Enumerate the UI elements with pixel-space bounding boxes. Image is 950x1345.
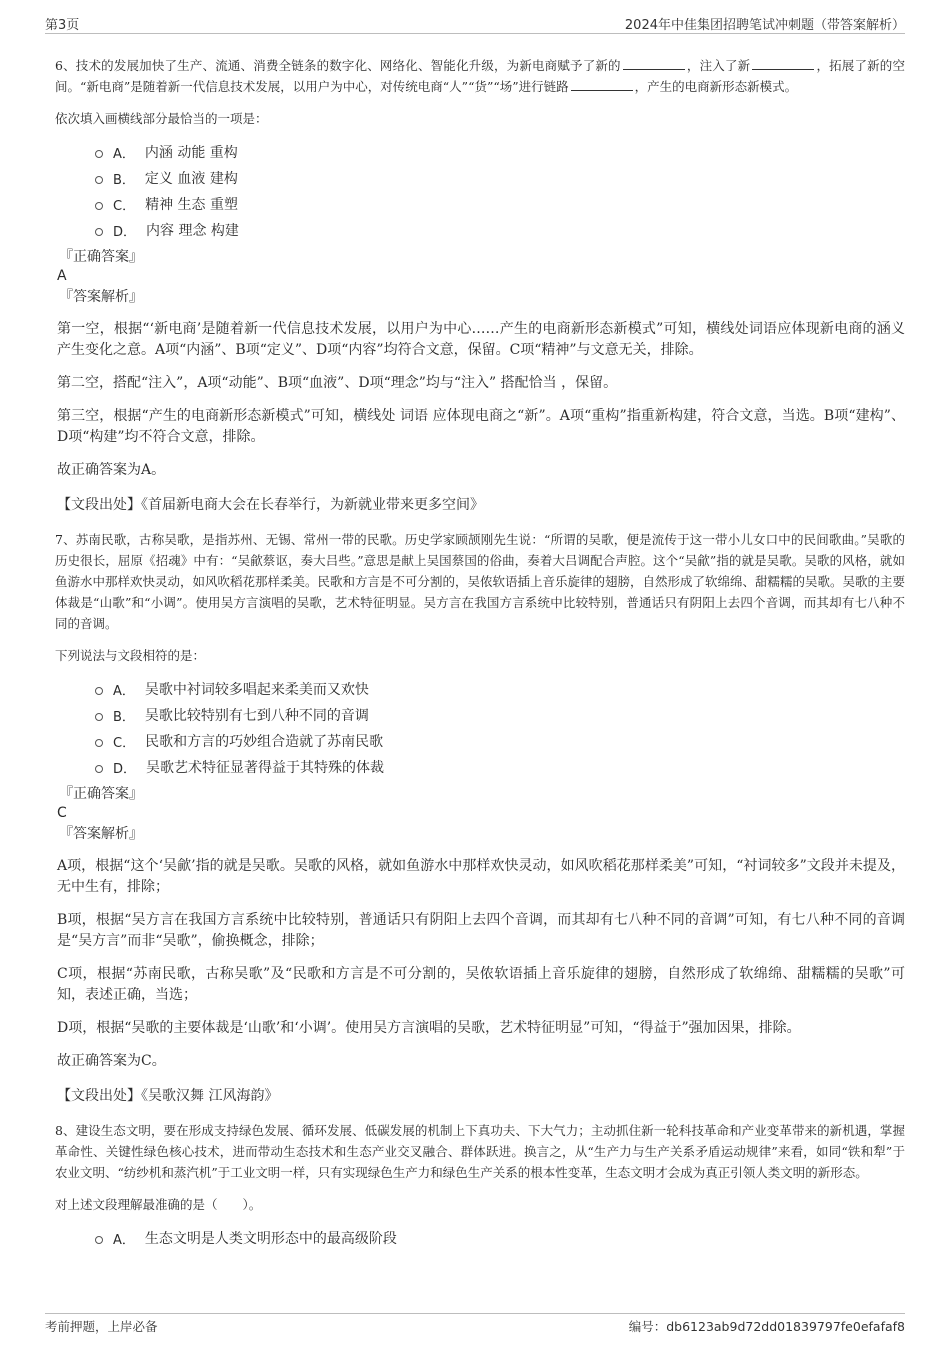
analysis-conclusion: 故正确答案为A。: [57, 462, 166, 478]
radio-icon[interactable]: [95, 150, 103, 158]
analysis-paragraph: A项，根据“这个‘吴歈’指的就是吴歌。吴歌的风格，就如鱼游水中那样欢快灵动，如风吹稻花那样柔美”可知，“衬词较多”文段并未提及，无中生有，排除；: [57, 858, 905, 895]
blank-1: [623, 57, 685, 70]
option-list: [95, 1225, 905, 1251]
page-footer: [45, 1313, 905, 1336]
option-list: [95, 676, 905, 780]
option-d[interactable]: D． 吴歌艺术特征显著得益于其特殊的体裁: [95, 754, 905, 780]
radio-icon[interactable]: [95, 228, 103, 236]
question-stem: 7、苏南民歌，古称吴歌，是指苏州、无锡、常州一带的民歌。历史学家顾颉刚先生说：“所谓的吴歌，便是流传于这一带小儿女口中的民间歌曲。”吴歌的历史很长，屈原《招魂》中有：“吴歈蔡讴，奏大吕些。”意思是献上吴国蔡国的俗曲，奏着大吕调配合声腔。这个“吴歈”指的就是吴歌。吴歌的风格，就如鱼游水中那样欢快灵动，如风吹稻花那样柔美。民歌和方言是不可分割的，吴侬软语插上音乐旋律的翅膀，自然形成了软绵绵、甜糯糯的吴歌。吴歌的主要体裁是“山歌”和“小调”。使用吴方言演唱的吴歌，艺术特征明显。吴方言在我国方言系统中比较特别，普通话只有阴阳上去四个音调，而其却有七八种不同的音调。: [55, 532, 906, 631]
question-7: [55, 529, 905, 1106]
question-stem: 6、技术的发展加快了生产、流通、消费全链条的数字化、网络化、智能化升级，为新电商赋予了新的 ，注入了新 ，拓展了新的空间。“新电商”是随着新一代信息技术发展，以用户为中心，对传统电商“人”“货”“场”进行链路 ，产生的电商新形态新模式。: [55, 58, 905, 94]
document-title: 2024年中佳集团招聘笔试冲刺题（带答案解析）: [624, 18, 905, 33]
correct-answer: A: [57, 268, 67, 284]
source-citation: 【文段出处】《首届新电商大会在长春举行，为新就业带来更多空间》: [57, 497, 484, 513]
question-prompt: 对上述文段理解最准确的是（ ）。: [55, 1197, 262, 1212]
option-list: [95, 139, 905, 243]
footer-slogan: 考前押题，上岸必备: [45, 1319, 158, 1334]
radio-icon[interactable]: [95, 739, 103, 747]
analysis-paragraph: 第二空，搭配“注入”，A项“动能”、B项“血液”、D项“理念”均与“注入” 搭配恰当 ，保留。: [57, 375, 618, 391]
question-stem: 8、建设生态文明，要在形成支持绿色发展、循环发展、低碳发展的机制上下真功夫、下大气力；主动抓住新一轮科技革命和产业变革带来的新机遇，掌握革命性、关键性绿色核心技术，进而带动生态技术和生态产业交叉融合、群体跃进。换言之，从“生产力与生产关系矛盾运动规律”来看，如同“铁和犁”于农业文明、“纺纱机和蒸汽机”于工业文明一样，只有实现绿色生产力和绿色生产关系的根本性变革，生态文明才会成为真正引领人类文明的新形态。: [55, 1123, 905, 1180]
option-c[interactable]: C． 民歌和方言的巧妙组合造就了苏南民歌: [95, 728, 905, 754]
correct-answer-label: 『正确答案』: [59, 786, 143, 802]
option-b[interactable]: B． 定义 血液 建构: [95, 165, 905, 191]
blank-2: [752, 57, 814, 70]
radio-icon[interactable]: [95, 713, 103, 721]
radio-icon[interactable]: [95, 202, 103, 210]
radio-icon[interactable]: [95, 176, 103, 184]
blank-3: [571, 78, 633, 91]
page-content: [55, 55, 905, 1255]
page-number: 第3页: [45, 18, 80, 33]
analysis-paragraph: 第三空，根据“产生的电商新形态新模式”可知，横线处 词语 应体现电商之“新”。A项“重构”指重新构建，符合文意，当选。B项“建构”、D项“构建”均不符合文意，排除。: [57, 408, 905, 445]
page-header: [45, 13, 905, 34]
radio-icon[interactable]: [95, 687, 103, 695]
question-prompt: 依次填入画横线部分最恰当的一项是：: [55, 111, 268, 126]
analysis-conclusion: 故正确答案为C。: [57, 1053, 166, 1069]
correct-answer: C: [57, 805, 67, 821]
radio-icon[interactable]: [95, 1236, 103, 1244]
option-d[interactable]: D． 内容 理念 构建: [95, 217, 905, 243]
analysis-paragraph: D项，根据“吴歌的主要体裁是‘山歌’和‘小调’。使用吴方言演唱的吴歌，艺术特征明显”可知，“得益于”强加因果，排除。: [57, 1020, 801, 1036]
document-code: 编号：db6123ab9d72dd01839797fe0efafaf8: [628, 1319, 905, 1334]
correct-answer-label: 『正确答案』: [59, 249, 143, 265]
option-a[interactable]: A． 生态文明是人类文明形态中的最高级阶段: [95, 1225, 905, 1251]
radio-icon[interactable]: [95, 765, 103, 773]
question-6: [55, 55, 905, 515]
option-c[interactable]: C． 精神 生态 重塑: [95, 191, 905, 217]
analysis-paragraph: C项，根据“苏南民歌，古称吴歌”及“民歌和方言是不可分割的，吴侬软语插上音乐旋律的翅膀，自然形成了软绵绵、甜糯糯的吴歌”可知，表述正确，当选；: [57, 966, 905, 1003]
option-b[interactable]: B． 吴歌比较特别有七到八种不同的音调: [95, 702, 905, 728]
question-8: [55, 1120, 905, 1251]
source-citation: 【文段出处】《吴歌汉舞 江风海韵》: [57, 1088, 279, 1104]
analysis-paragraph: B项，根据“吴方言在我国方言系统中比较特别，普通话只有阴阳上去四个音调，而其却有七八种不同的音调”可知，有七八种不同的音调是“吴方言”而非“吴歌”，偷换概念，排除；: [57, 912, 905, 949]
option-a[interactable]: A． 吴歌中衬词较多唱起来柔美而又欢快: [95, 676, 905, 702]
analysis-label: 『答案解析』: [59, 826, 143, 842]
analysis-label: 『答案解析』: [59, 289, 143, 305]
option-a[interactable]: A． 内涵 动能 重构: [95, 139, 905, 165]
analysis-paragraph: 第一空，根据“‘新电商’是随着新一代信息技术发展，以用户为中心……产生的电商新形态新模式”可知，横线处词语应体现新电商的涵义产生变化之意。A项“内涵”、B项“定义”、D项“内容”均符合文意，保留。C项“精神”与文意无关，排除。: [57, 321, 905, 358]
question-prompt: 下列说法与文段相符的是：: [55, 648, 206, 663]
